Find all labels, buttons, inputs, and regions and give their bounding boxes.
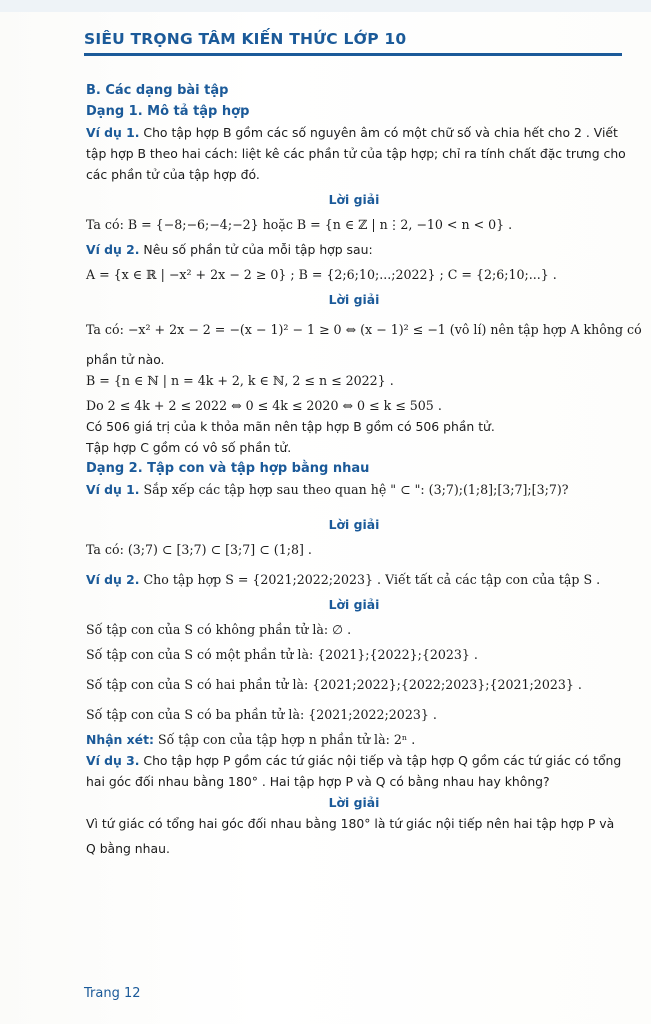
d2-sol1: Ta có: (3;7) ⊂ [3;7) ⊂ [3;7] ⊂ (1;8] .: [86, 542, 312, 557]
d2-loi-giai-1: Lời giải: [328, 517, 380, 532]
section-title: B. Các dạng bài tập: [86, 83, 229, 98]
d2-vd2-text: Cho tập hợp S = {2021;2022;2023} . Viết tất cả các tập con của tập S .: [139, 572, 601, 587]
d1-vd1-text-1: Cho tập hợp B gồm các số nguyên âm có một chữ số và chia hết cho 2 . Viết: [139, 125, 618, 140]
dang2-title: Dạng 2. Tập con và tập hợp bằng nhau: [86, 461, 370, 476]
d1-vd2-sets: A = {x ∈ ℝ | −x² + 2x − 2 ≥ 0} ; B = {2;6;10;...;2022} ; C = {2;6;10;...} .: [86, 267, 557, 282]
d2-vd3-text-2: hai góc đối nhau bằng 180° . Hai tập hợp P và Q có bằng nhau hay không?: [86, 774, 550, 789]
d1-loi-giai-2: Lời giải: [328, 292, 380, 307]
d1-vd1-label: Ví dụ 1.: [86, 125, 140, 140]
d1-vd1-text-2: tập hợp B theo hai cách: liệt kê các phần tử của tập hợp; chỉ ra tính chất đặc trưng cho: [86, 146, 626, 161]
d2-sol2-1: Số tập con của S có không phần tử là: ∅ .: [86, 622, 352, 637]
dang1-title: Dạng 1. Mô tả tập hợp: [86, 104, 250, 119]
d2-vd3-label: Ví dụ 3.: [86, 753, 140, 768]
d1-sol1: Ta có: B = {−8;−6;−4;−2} hoặc B = {n ∈ ℤ | n⋮2, −10 < n < 0} .: [86, 217, 513, 232]
d2-vd2-line: [86, 569, 622, 590]
d2-sol2-2: Số tập con của S có một phần tử là: {2021};{2022};{2023} .: [86, 647, 478, 662]
d2-nhan-xet-text: Số tập con của tập hợp n phần tử là: 2ⁿ .: [153, 732, 416, 747]
page-number: Trang 12: [84, 986, 141, 1001]
d1-sol2-3: B = {n ∈ ℕ | n = 4k + 2, k ∈ ℕ, 2 ≤ n ≤ 2022} .: [86, 373, 394, 388]
d1-vd2-label: Ví dụ 2.: [86, 242, 140, 257]
header-rule: [84, 53, 622, 56]
page-content: [86, 80, 642, 859]
page-header: [84, 30, 622, 56]
d2-vd1-label: Ví dụ 1.: [86, 482, 140, 497]
d2-vd2-label: Ví dụ 2.: [86, 572, 140, 587]
d2-sol3-1: Vì tứ giác có tổng hai góc đối nhau bằng 180° là tứ giác nội tiếp nên hai tập hợp P và: [86, 816, 615, 831]
d1-sol2-1: Ta có: −x² + 2x − 2 = −(x − 1)² − 1 ≥ 0 ⇔ (x − 1)² ≤ −1 (vô lí) nên tập hợp A không có: [86, 322, 642, 337]
d2-loi-giai-2: Lời giải: [328, 597, 380, 612]
d2-vd1-text: Sắp xếp các tập hợp sau theo quan hệ " ⊂ ": (3;7);(1;8];[3;7];[3;7)?: [139, 482, 569, 497]
d1-vd2-text: Nêu số phần tử của mỗi tập hợp sau:: [139, 242, 373, 257]
top-margin-band: [0, 0, 651, 12]
d2-sol3-2: Q bằng nhau.: [86, 841, 170, 856]
d2-vd3-text-1: Cho tập hợp P gồm các tứ giác nội tiếp và tập hợp Q gồm các tứ giác có tổng: [139, 753, 622, 768]
d2-vd3-line-1: [86, 750, 622, 771]
d2-nhan-xet-label: Nhận xét:: [86, 732, 154, 747]
d1-sol2-5: Có 506 giá trị của k thỏa mãn nên tập hợp B gồm có 506 phần tử.: [86, 419, 495, 434]
d1-vd2-line: [86, 239, 622, 260]
d2-nhan-xet-line: [86, 729, 622, 750]
d2-vd1-line: [86, 479, 622, 500]
d1-sol2-6: Tập hợp C gồm có vô số phần tử.: [86, 440, 292, 455]
d2-loi-giai-3: Lời giải: [328, 795, 380, 810]
d1-loi-giai-1: Lời giải: [328, 192, 380, 207]
d1-vd1-line-1: [86, 122, 622, 143]
d2-sol2-3: Số tập con của S có hai phần tử là: {2021;2022};{2022;2023};{2021;2023} .: [86, 677, 582, 692]
header-title: SIÊU TRỌNG TÂM KIẾN THỨC LỚP 10: [84, 30, 407, 48]
d2-sol2-4: Số tập con của S có ba phần tử là: {2021;2022;2023} .: [86, 707, 437, 722]
d1-vd1-text-3: các phần tử của tập hợp đó.: [86, 167, 260, 182]
d1-sol2-4: Do 2 ≤ 4k + 2 ≤ 2022 ⇔ 0 ≤ 4k ≤ 2020 ⇔ 0 ≤ k ≤ 505 .: [86, 398, 442, 413]
d1-sol2-2: phần tử nào.: [86, 352, 165, 367]
